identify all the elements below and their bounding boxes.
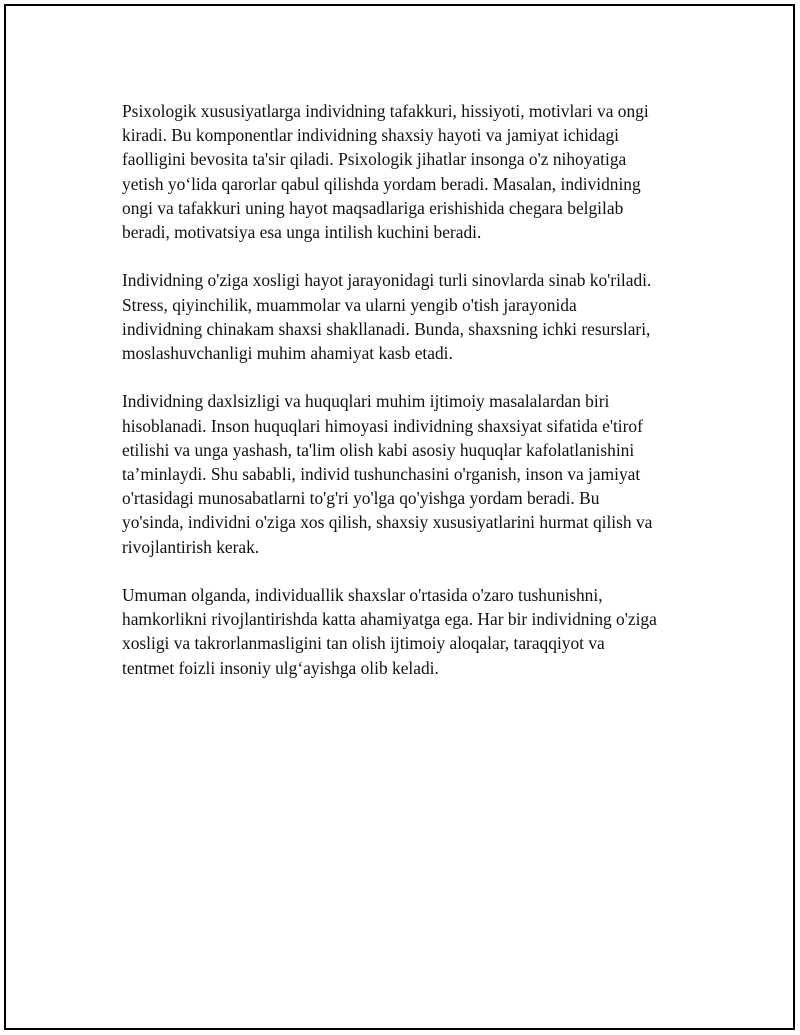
- document-body: [122, 99, 702, 680]
- paragraph-psychological-traits: Psixologik xususiyatlarga individning tafakkuri, hissiyoti, motivlari va ongi kiradi. Bu komponentlar individning shaxsiy hayoti va jamiyat ichidagi faolligini bevosita ta'sir qiladi. Psixologik jihatlar insonga o'z nihoyatiga yetish yo‘lida qarorlar qabul qilishda yordam beradi. Masalan, individning ongi va tafakkuri uning hayot maqsadlariga erishishida chegara belgilab beradi, motivatsiya esa unga intilish kuchini beradi.: [122, 101, 649, 243]
- page-border: [4, 4, 795, 1030]
- paragraph-uniqueness: Individning o'ziga xosligi hayot jarayonidagi turli sinovlarda sinab ko'riladi. Stress, qiyinchilik, muammolar va ularni yengib o'tish jarayonida individning chinakam shaxsi shakllanadi. Bunda, shaxsning ichki resurslari, moslashuvchanligi muhim ahamiyat kasb etadi.: [122, 270, 652, 364]
- paragraph-rights: Individning daxlsizligi va huquqlari muhim ijtimoiy masalalardan biri hisoblanadi. Inson huquqlari himoyasi individning shaxsiyat sifatida e'tirof etilishi va unga yashash, ta'lim olish kabi asosiy huquqlar kafolatlanishini ta’minlaydi. Shu sababli, individ tushunchasini o'rganish, inson va jamiyat o'rtasidagi munosabatlarni to'g'ri yo'lga qo'yishga yordam beradi. Bu yo'sinda, individni o'ziga xos qilish, shaxsiy xususiyatlarini hurmat qilish va rivojlantirish kerak.: [122, 391, 653, 557]
- paragraph-conclusion: Umuman olganda, individuallik shaxslar o'rtasida o'zaro tushunishni, hamkorlikni rivojlantirishda katta ahamiyatga ega. Har bir individning o'ziga xosligi va takrorlanmasligini tan olish ijtimoiy aloqalar, taraqqiyot va tentmet foizli insoniy ulg‘ayishga olib keladi.: [122, 585, 657, 678]
